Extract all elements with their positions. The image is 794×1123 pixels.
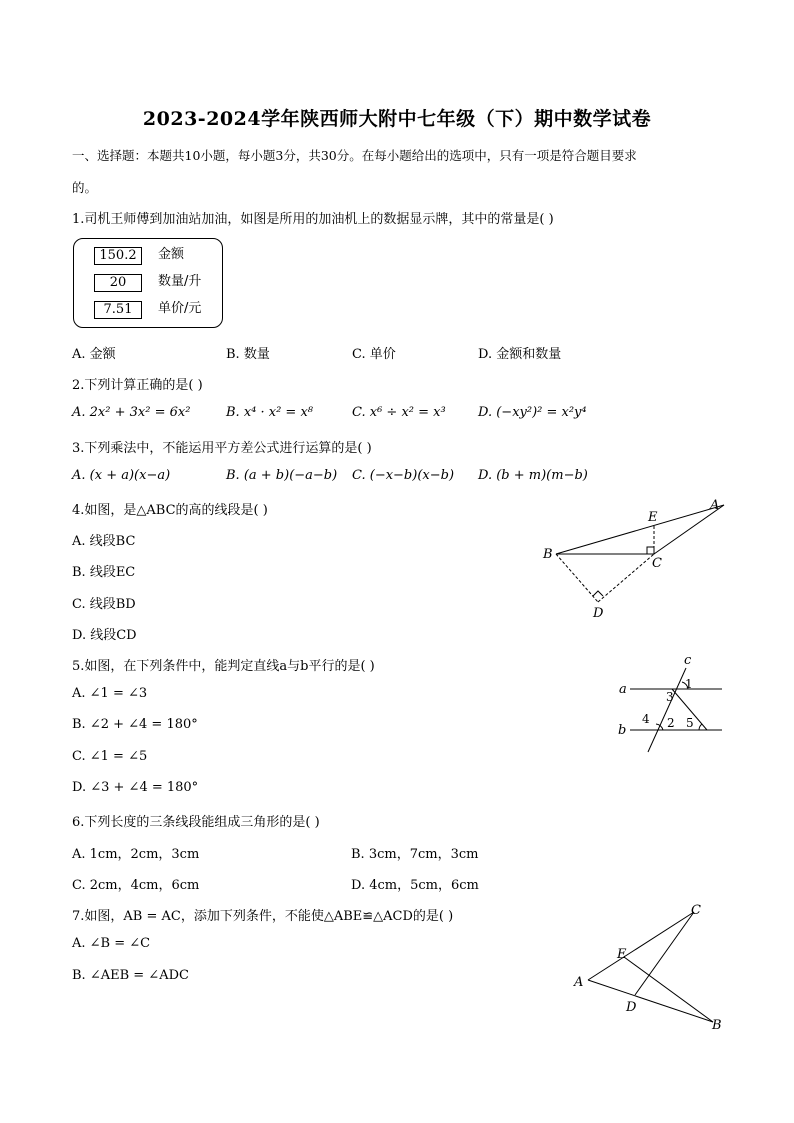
right-angle-mark-c xyxy=(647,547,654,554)
q5-option-c: C. ∠1 = ∠5 xyxy=(72,749,148,764)
q4-option-b: B. 线段EC xyxy=(72,565,136,580)
label-c: C xyxy=(691,903,701,918)
question-2-stem: 2.下列计算正确的是( ) xyxy=(72,378,203,393)
q5-option-a: A. ∠1 = ∠3 xyxy=(72,686,148,701)
angle-arc-5 xyxy=(699,724,702,730)
q4-option-c: C. 线段BD xyxy=(72,597,136,612)
pump-label-unit-price: 单价/元 xyxy=(158,301,202,316)
pump-label-amount: 金额 xyxy=(158,247,185,262)
q6-option-d: D. 4cm，5cm，6cm xyxy=(351,878,479,893)
q5-option-b: B. ∠2 + ∠4 = 180° xyxy=(72,717,198,732)
q2-option-b: B. x⁴ · x² = x⁸ xyxy=(226,405,314,420)
label-line-c: c xyxy=(684,653,692,668)
question-6-stem: 6.下列长度的三条线段能组成三角形的是( ) xyxy=(72,815,320,830)
q2-option-c: C. x⁶ ÷ x² = x³ xyxy=(352,405,446,420)
segment-eb xyxy=(624,957,713,1022)
q1-option-c: C. 单价 xyxy=(352,347,396,362)
q4-option-a: A. 线段BC xyxy=(72,534,136,549)
q6-option-c: C. 2cm，4cm，6cm xyxy=(72,878,200,893)
q3-option-d: D. (b + m)(m−b) xyxy=(478,468,588,483)
label-e: E xyxy=(617,947,627,962)
question-4-stem: 4.如图，是△ABC的高的线段是( ) xyxy=(72,503,268,518)
q2-option-a: A. 2x² + 3x² = 6x² xyxy=(72,405,191,420)
q4-option-d: D. 线段CD xyxy=(72,628,137,643)
q6-option-b: B. 3cm，7cm，3cm xyxy=(351,847,479,862)
label-b: B xyxy=(543,547,553,562)
right-angle-mark-d xyxy=(593,591,603,596)
segment-dc xyxy=(598,554,654,602)
pump-value-volume: 20 xyxy=(94,274,142,292)
label-c: C xyxy=(652,556,662,571)
question-3-stem: 3.下列乘法中，不能运用平方差公式进行运算的是( ) xyxy=(72,441,372,456)
line-c xyxy=(648,668,686,752)
section-instruction-line1: 一、选择题：本题共10小题，每小题3分，共30分。在每小题给出的选项中，只有一项是符合题目要求 xyxy=(72,148,637,163)
question-5-stem: 5.如图，在下列条件中，能判定直线a与b平行的是( ) xyxy=(72,659,375,674)
segment-ab xyxy=(588,980,713,1022)
label-a: A xyxy=(710,498,720,513)
figure-congruent-triangles xyxy=(568,898,728,1038)
q7-option-a: A. ∠B = ∠C xyxy=(72,936,151,951)
q3-option-a: A. (x + a)(x−a) xyxy=(72,468,171,483)
segment-ba xyxy=(556,505,724,554)
label-d: D xyxy=(626,1000,637,1015)
pump-value-unit-price: 7.51 xyxy=(94,301,142,319)
section-instruction-line2: 的。 xyxy=(72,180,98,195)
question-1-stem: 1.司机王师傅到加油站加油，如图是所用的加油机上的数据显示牌，其中的常量是( ) xyxy=(72,212,554,227)
q3-option-b: B. (a + b)(−a−b) xyxy=(226,468,338,483)
label-a: A xyxy=(574,975,584,990)
label-line-b: b xyxy=(618,723,627,738)
label-d: D xyxy=(593,606,604,621)
label-e: E xyxy=(648,510,658,525)
segment-bd xyxy=(556,554,598,602)
label-angle-5: 5 xyxy=(686,716,694,730)
q7-option-b: B. ∠AEB = ∠ADC xyxy=(72,968,189,983)
pump-value-amount: 150.2 xyxy=(94,247,142,265)
q3-option-c: C. (−x−b)(x−b) xyxy=(352,468,455,483)
q1-option-b: B. 数量 xyxy=(226,347,270,362)
question-7-stem: 7.如图，AB = AC，添加下列条件，不能使△ABE≌△ACD的是( ) xyxy=(72,909,454,924)
label-angle-4: 4 xyxy=(642,712,650,726)
pump-label-volume: 数量/升 xyxy=(158,274,202,289)
q1-option-d: D. 金额和数量 xyxy=(478,347,562,362)
label-angle-1: 1 xyxy=(685,677,693,691)
figure-triangle-abc-heights xyxy=(530,492,730,622)
fuel-pump-display xyxy=(73,238,223,328)
q5-option-d: D. ∠3 + ∠4 = 180° xyxy=(72,780,199,795)
label-angle-2: 2 xyxy=(667,716,675,730)
segment-cd xyxy=(635,912,694,995)
q1-option-a: A. 金额 xyxy=(72,347,116,362)
q2-option-d: D. (−xy²)² = x²y⁴ xyxy=(478,405,587,420)
label-line-a: a xyxy=(619,682,627,697)
page-title: 2023-2024学年陕西师大附中七年级（下）期中数学试卷 xyxy=(142,108,652,130)
q6-option-a: A. 1cm，2cm，3cm xyxy=(72,847,200,862)
label-angle-3: 3 xyxy=(666,690,674,704)
figure-parallel-lines xyxy=(612,652,727,757)
label-b: B xyxy=(712,1018,722,1033)
